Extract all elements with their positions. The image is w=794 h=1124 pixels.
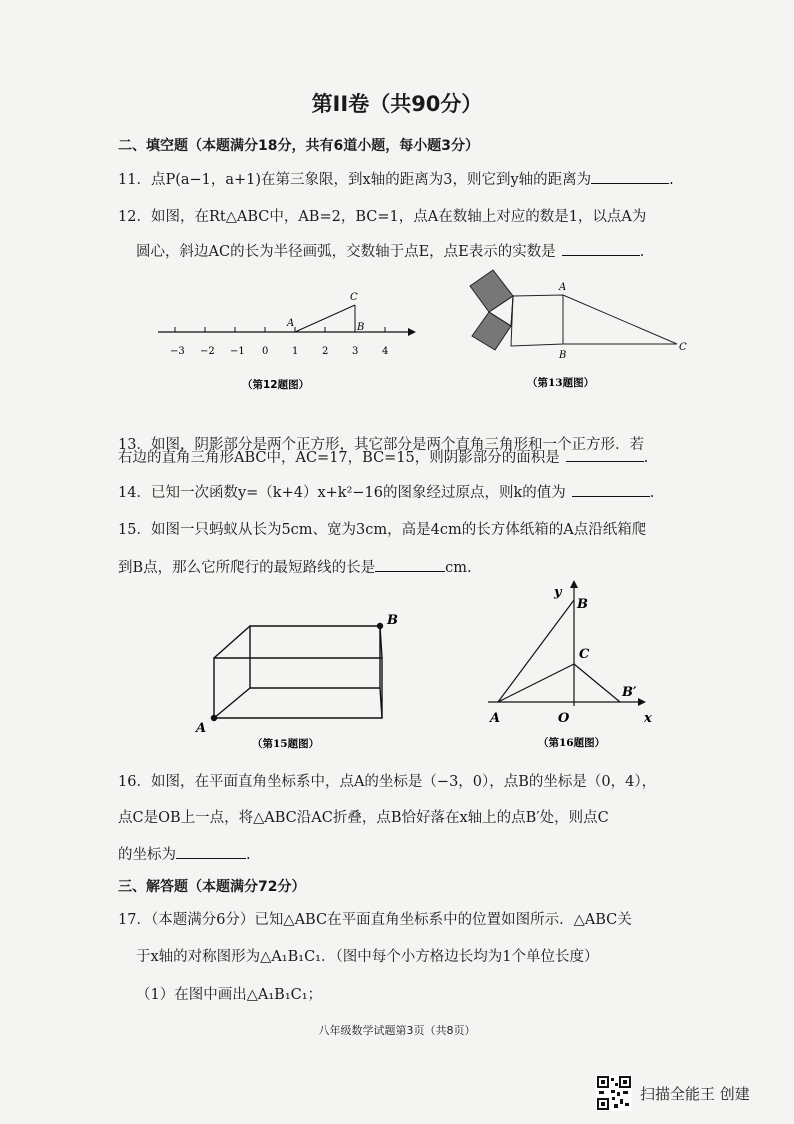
answer-blank-14 [572,482,650,497]
tick-label: 0 [262,346,269,357]
answer-blank-11 [591,169,669,184]
shaded-square-top [470,270,513,312]
qr-code-icon [596,1075,632,1111]
point-label-a: A [490,711,501,726]
shaded-square-bottom [472,312,511,350]
point-label-c: C [350,292,358,303]
segment-ac [498,664,574,702]
question-14-end: . [649,485,655,501]
point-label-c: C [679,342,687,353]
point-label-a: A [559,282,567,293]
point-label-a: A [196,721,207,736]
question-14-text: 14．已知一次函数y=（k+4）x+k²−16的图象经过原点，则k的值为 [118,485,566,501]
question-17-line3: （1）在图中画出△A₁B₁C₁； [136,987,323,1003]
middle-square [511,295,563,346]
tick-label: −3 [170,346,185,357]
point-a-dot [211,715,217,721]
point-b-dot [377,623,383,629]
y-axis-arrow [570,580,578,588]
point-label-b-prime: B′ [622,685,637,700]
question-13-line1: 13．如图，阴影部分是两个正方形，其它部分是两个直角三角形和一个正方形．若 [118,437,644,453]
point-label-a: A [287,318,295,329]
answer-blank-15 [375,557,445,572]
answer-blank-13 [566,447,644,462]
page-footer: 八年级数学试题第3页（共8页） [318,1024,476,1037]
figure-13 [455,268,695,396]
tick-label: 2 [322,346,329,357]
figure-16 [480,578,680,750]
x-axis-arrow [638,698,646,706]
point-label-b: B [357,322,365,333]
tick-marks [175,327,385,332]
tick-label: 1 [292,346,299,357]
tick-label: 4 [382,346,389,357]
question-11-end: . [669,172,674,188]
question-12-end: . [639,244,645,260]
scanner-watermark: 扫描全能王 创建 [640,1085,750,1103]
question-17-line1: 17．（本题满分6分）已知△ABC在平面直角坐标系中的位置如图所示．△ABC关 [118,912,632,928]
answer-blank-12 [562,241,640,256]
figure-16-caption: （第16题图） [538,737,606,749]
figure-13-caption: （第13题图） [527,377,595,389]
question-14 [118,481,654,502]
question-11 [118,168,674,189]
figure-15-caption: （第15题图） [252,738,320,750]
section-2-heading: 二、填空题（本题满分18分，共有6道小题，每小题3分） [118,138,479,154]
section-3-heading: 三、解答题（本题满分72分） [118,879,306,895]
point-label-c: C [579,647,590,662]
figure-12-caption: （第12题图） [242,379,310,391]
question-13-line2 [118,446,648,467]
question-13-end: . [643,450,649,466]
question-15-text: 到B点，那么它所爬行的最短路线的长是 [118,560,376,576]
axis-label-x: x [644,711,652,726]
question-15-unit: cm. [445,560,472,576]
question-16-end: . [246,847,251,863]
question-13-text: 右边的直角三角形ABC中，AC=17，BC=15，则阴影部分的面积是 [118,450,560,466]
point-label-b: B [559,350,567,361]
tick-label: −1 [230,346,245,357]
number-line-arrow [408,328,416,336]
question-16-line1: 16．如图，在平面直角坐标系中，点A的坐标是（−3，0），点B的坐标是（0，4）， [118,774,657,790]
question-15-line2 [118,556,472,577]
segment-cb-prime [574,664,620,702]
point-label-b: B [577,597,588,612]
question-16-line3 [118,843,251,864]
answer-blank-16 [176,844,246,859]
tick-label: −2 [200,346,215,357]
question-12-line1: 12．如图，在Rt△ABC中，AB=2，BC=1，点A在数轴上对应的数是1，以点A为 [118,209,647,225]
box-back-face [250,626,380,688]
tick-label: 3 [352,346,359,357]
question-17-line2: 于x轴的对称图形为△A₁B₁C₁．（图中每个小方格边长均为1个单位长度） [136,949,599,965]
question-16-text: 的坐标为 [118,847,176,863]
question-15-line1: 15．如图一只蚂蚁从长为5cm、宽为3cm，高是4cm的长方体纸箱的A点沿纸箱爬 [118,522,647,538]
question-11-text: 11．点P(a−1，a+1)在第三象限，到x轴的距离为3，则它到y轴的距离为 [118,172,592,188]
box-edge [214,688,250,718]
figure-12 [150,282,420,392]
origin-label: O [558,711,570,726]
question-16-line2: 点C是OB上一点，将△ABC沿AC折叠，点B恰好落在x轴上的点B′处，则点C [118,810,609,826]
axis-label-y: y [554,585,562,600]
segment-ab [498,600,574,702]
question-12-text: 圆心，斜边AC的长为半径画弧，交数轴于点E，点E表示的实数是 [136,244,556,260]
point-label-b: B [387,613,398,628]
figure-15 [192,604,422,752]
triangle-abc [563,295,677,344]
page-title: 第II卷（共90分） [311,92,483,116]
box-edge [214,626,250,658]
question-12-line2 [136,240,644,261]
